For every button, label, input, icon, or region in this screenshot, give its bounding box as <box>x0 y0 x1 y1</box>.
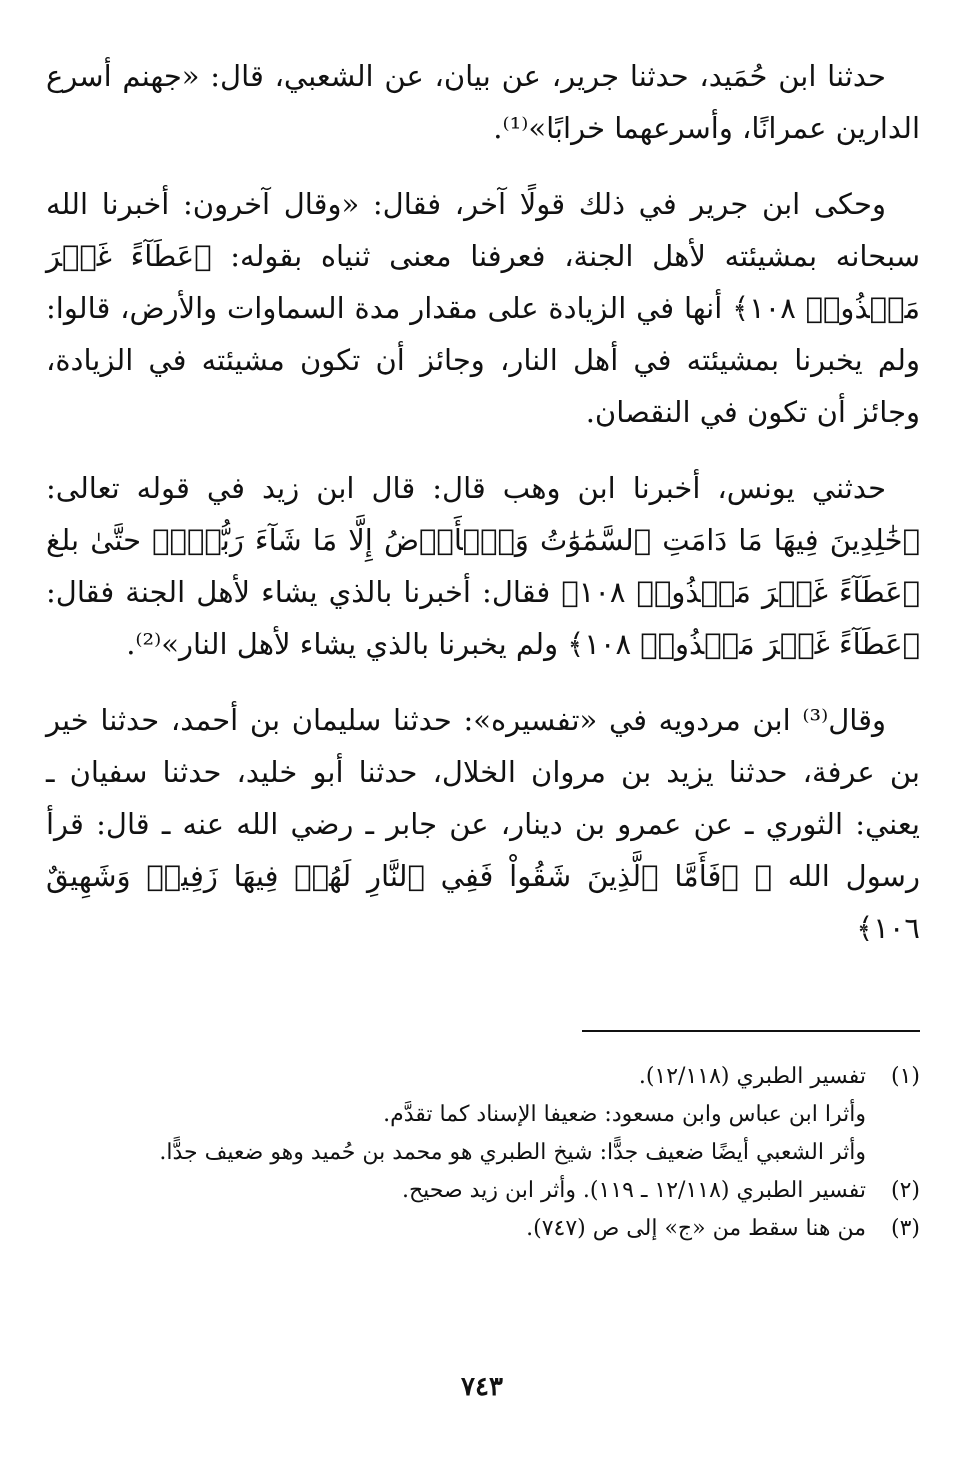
footnote-text: وأثر الشعبي أيضًا ضعيف جدًّا: شيخ الطبري هو محمد بن حُميد وهو ضعيف جدًّا. <box>159 1140 866 1165</box>
footnote-number: (١) <box>890 1064 920 1089</box>
footnote-1-continuation <box>46 1134 920 1172</box>
footnote-text: من هنا سقط من «ج» إلى ص (٧٤٧). <box>526 1216 866 1241</box>
footnote-text: تفسير الطبري (١٢/١١٨ ـ ١١٩). وأثر ابن زيد صحيح. <box>401 1178 866 1203</box>
footnote-1-continuation <box>46 1096 920 1134</box>
page-number: ٧٤٣ <box>461 1372 503 1402</box>
footnote-text: وأثرا ابن عباس وابن مسعود: ضعيفا الإسناد كما تقدَّم. <box>383 1102 866 1127</box>
footnote-number: (٢) <box>890 1178 920 1203</box>
footnotes <box>46 1058 920 1248</box>
footnote-3 <box>46 1210 920 1248</box>
footnote-2 <box>46 1172 920 1210</box>
footnote-separator <box>582 1030 920 1032</box>
paragraph-4: وقال⁽³⁾ ابن مردويه في «تفسيره»: حدثنا سليمان بن أحمد، حدثنا خير بن عرفة، حدثنا يزيد بن مروان الخلال، حدثنا أبو خليد، حدثنا سفيان ـ يعني: الثوري ـ عن عمرو بن دينار، عن جابر ـ رضي الله عنه ـ قال: قرأ رسول الله ﷺ ﴿فَأَمَّا ٱلَّذِينَ شَقُواْ فَفِي ٱلنَّارِ لَهُمۡ فِيهَا زَفِيرٞ وَشَهِيقٌ ١٠٦﴾ <box>46 703 920 945</box>
main-text <box>46 50 920 978</box>
footnote-1 <box>46 1058 920 1096</box>
paragraph-1: حدثنا ابن حُمَيد، حدثنا جرير، عن بيان، عن الشعبي، قال: «جهنم أسرع الدارين عمرانًا، وأسرعهما خرابًا»⁽¹⁾. <box>46 59 920 145</box>
paragraph-3: حدثني يونس، أخبرنا ابن وهب قال: قال ابن زيد في قوله تعالى: ﴿خَٰلِدِينَ فِيهَا مَا دَامَتِ ٱلسَّمَٰوَٰتُ وَٱلۡأَرۡضُ إِلَّا مَا شَآءَ رَبُّكَۚ﴾ حتَّىٰ بلغ ﴿عَطَآءً غَيۡرَ مَجۡذُوذٖ ١٠٨﴾ فقال: أخبرنا بالذي يشاء لأهل الجنة فقال: ﴿عَطَآءً غَيۡرَ مَجۡذُوذٖ ١٠٨﴾ ولم يخبرنا بالذي يشاء لأهل النار»⁽²⁾. <box>46 471 921 661</box>
footnote-number: (٣) <box>890 1216 920 1241</box>
paragraph-2: وحكى ابن جرير في ذلك قولًا آخر، فقال: «وقال آخرون: أخبرنا الله سبحانه بمشيئته لأهل الجنة، فعرفنا معنى ثنياه بقوله: ﴿عَطَآءً غَيۡرَ مَجۡذُوذٖ ١٠٨﴾ أنها في الزيادة على مقدار مدة السماوات والأرض، قالوا: ولم يخبرنا بمشيئته في أهل النار، وجائز أن تكون مشيئته في الزيادة، وجائز أن تكون في النقصان. <box>46 187 921 429</box>
footnote-text: تفسير الطبري (١٢/١١٨). <box>638 1064 866 1089</box>
